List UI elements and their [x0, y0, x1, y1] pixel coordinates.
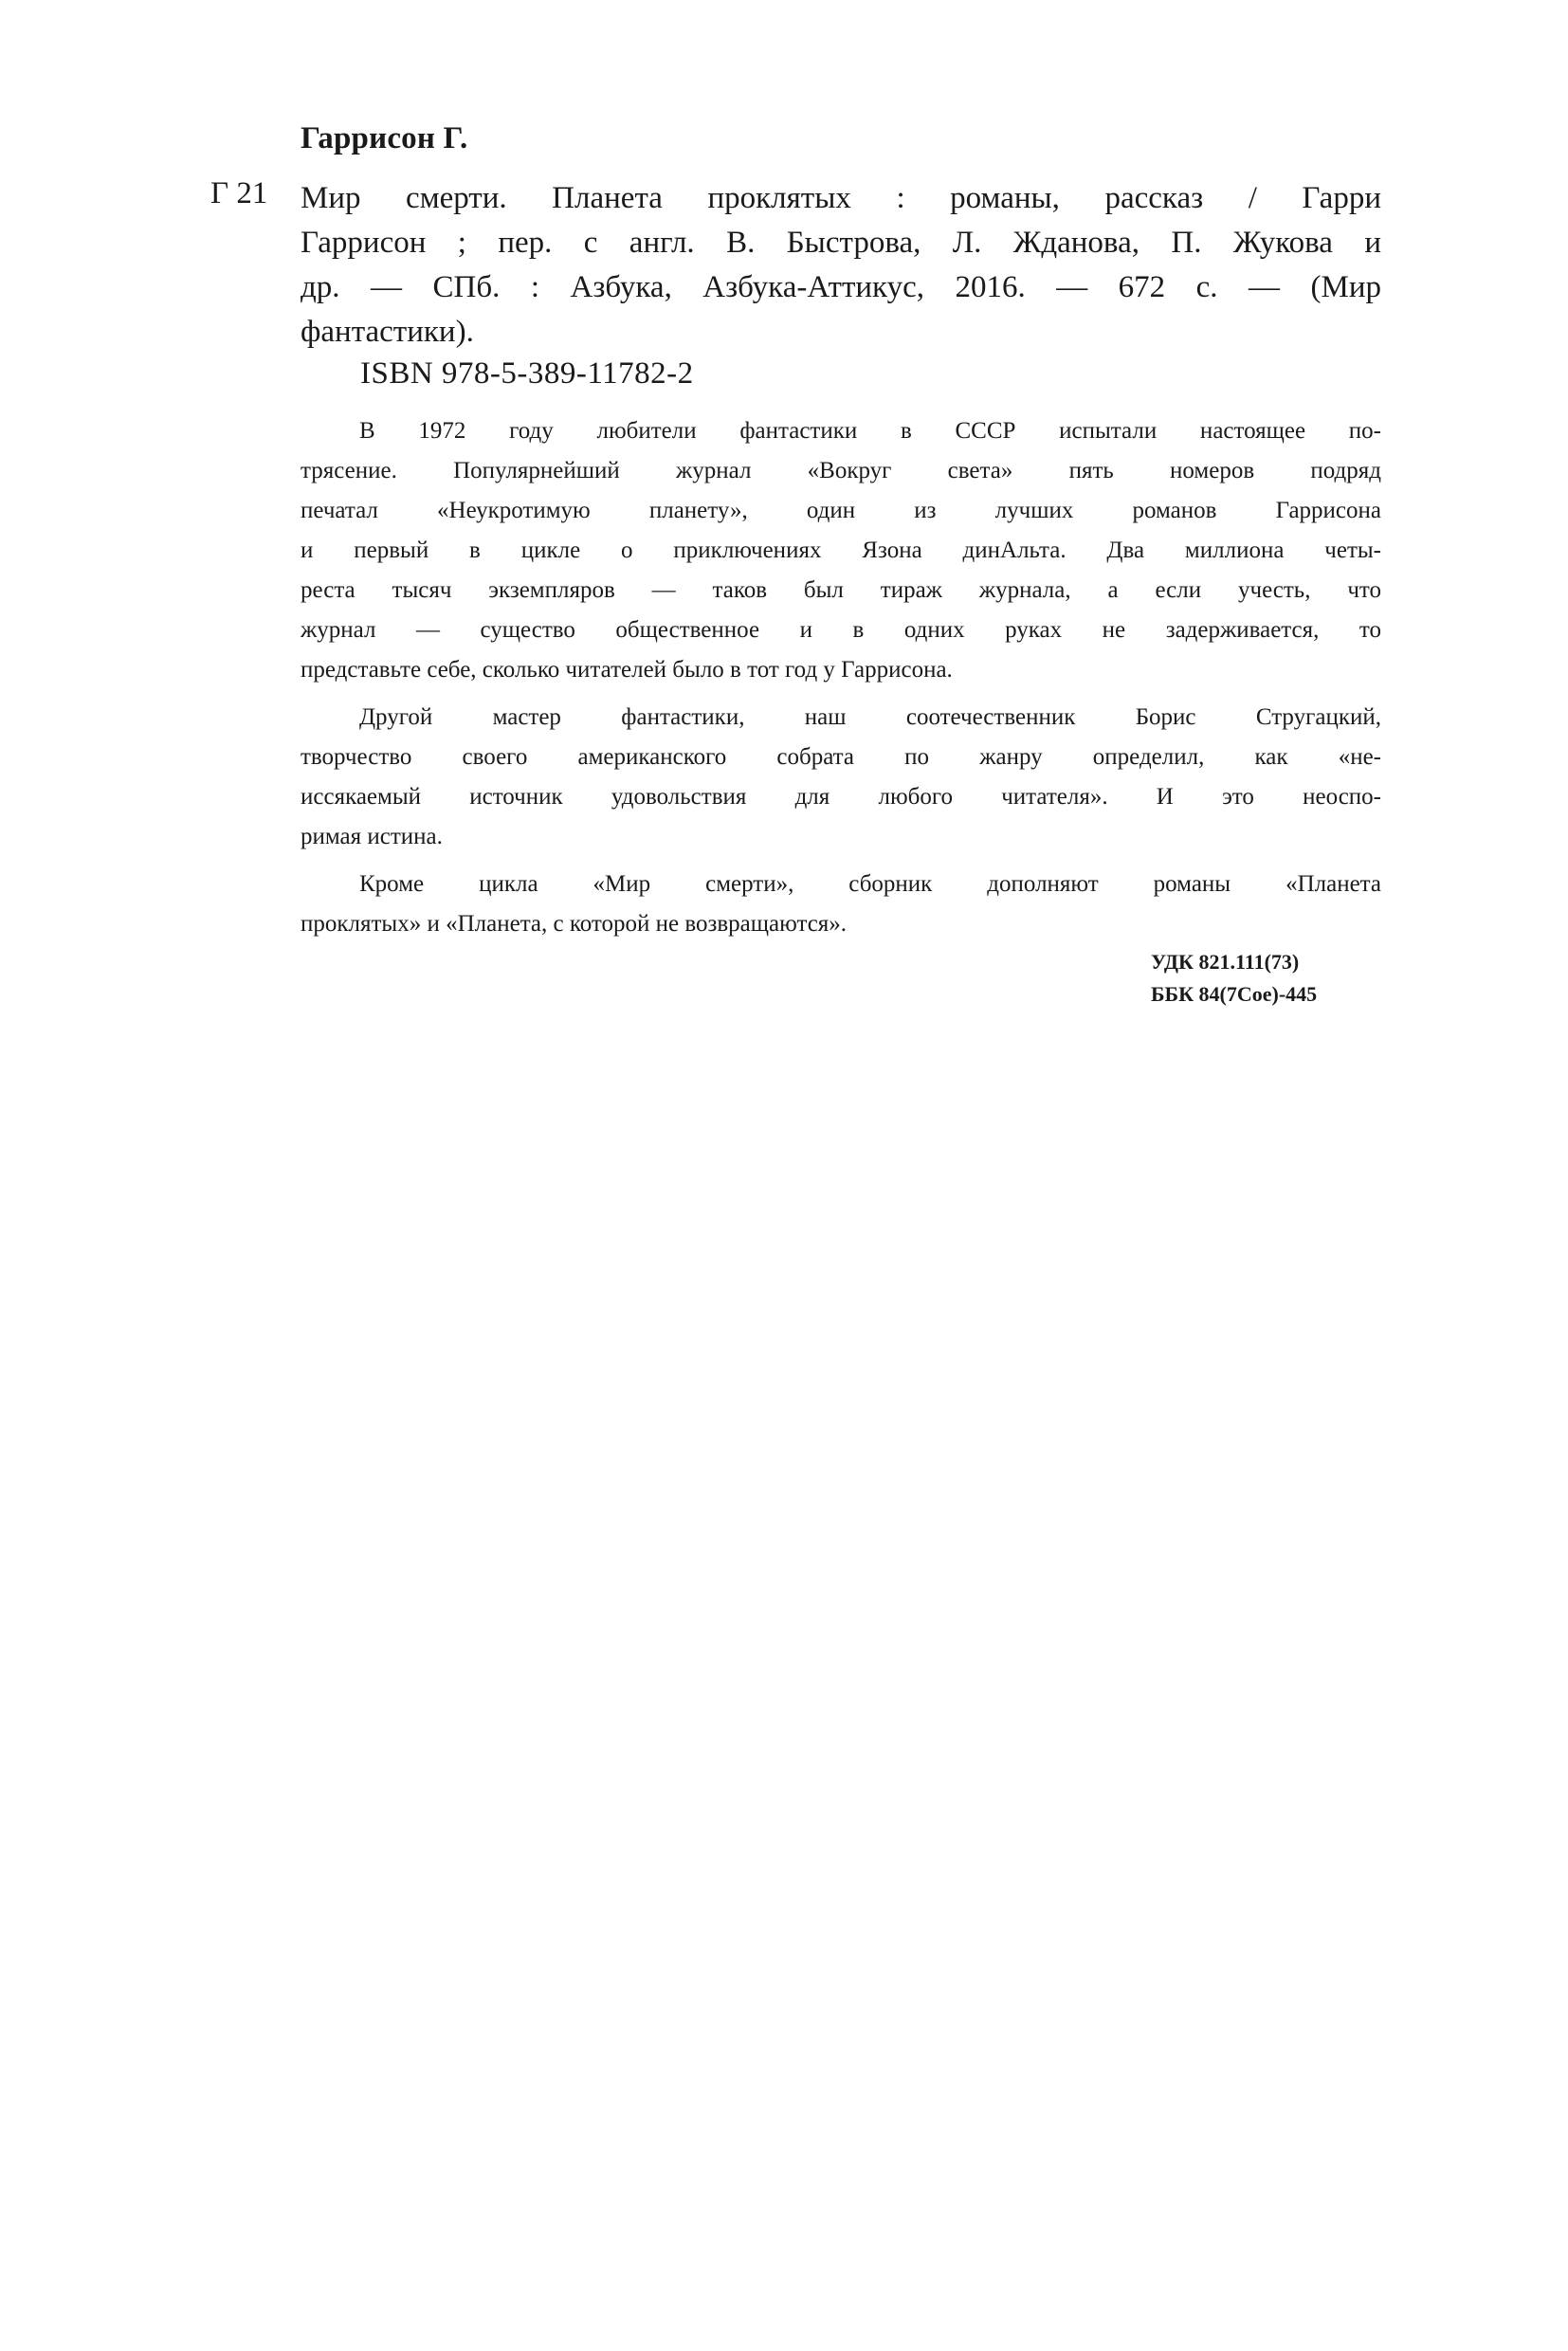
entry-line: Мир смерти. Планета проклятых : романы, рассказ / Гарри	[301, 181, 1381, 215]
entry-line: др. — СПб. : Азбука, Азбука-Аттикус, 2016. — 672 с. — (Мир	[301, 270, 1381, 304]
annotation-paragraph-2	[301, 698, 1381, 857]
isbn: ISBN 978-5-389-11782-2	[360, 356, 694, 391]
annotation-line: римая истина.	[301, 824, 443, 849]
entry-line: Гаррисон ; пер. с англ. В. Быстрова, Л. Жданова, П. Жукова и	[301, 226, 1381, 260]
annotation-line: представьте себе, сколько читателей было в тот год у Гаррисона.	[301, 657, 953, 683]
udk-code: УДК 821.111(73)	[1151, 950, 1300, 974]
bbk-code: ББК 84(7Сое)-445	[1151, 982, 1318, 1006]
annotation-paragraph-1	[301, 411, 1381, 690]
author-heading: Гаррисон Г.	[301, 121, 468, 155]
annotation-line: творчество своего американского собрата по жанру определил, как «не-	[301, 744, 1381, 770]
annotation-line: реста тысяч экземпляров — таков был тираж журнала, а если учесть, что	[301, 577, 1381, 603]
bibliographic-entry	[301, 176, 1381, 355]
annotation-line: Кроме цикла «Мир смерти», сборник дополняют романы «Планета	[359, 871, 1381, 897]
annotation	[301, 411, 1381, 944]
annotation-line: В 1972 году любители фантастики в СССР испытали настоящее по-	[359, 418, 1381, 444]
annotation-line: иссякаемый источник удовольствия для любого читателя». И это неоспо-	[301, 784, 1381, 810]
annotation-line: проклятых» и «Планета, с которой не возвращаются».	[301, 911, 848, 937]
annotation-line: журнал — существо общественное и в одних руках не задерживается, то	[301, 617, 1381, 643]
annotation-paragraph-3	[301, 865, 1381, 944]
author-mark-code: Г 21	[210, 176, 268, 210]
annotation-line: и первый в цикле о приключениях Язона динАльта. Два миллиона четы-	[301, 538, 1381, 563]
classification-codes	[1151, 946, 1317, 1011]
entry-line: фантастики).	[301, 315, 474, 349]
annotation-line: трясение. Популярнейший журнал «Вокруг света» пять номеров подряд	[301, 458, 1381, 483]
annotation-line: Другой мастер фантастики, наш соотечественник Борис Стругацкий,	[359, 704, 1381, 730]
annotation-line: печатал «Неукротимую планету», один из лучших романов Гаррисона	[301, 498, 1381, 523]
